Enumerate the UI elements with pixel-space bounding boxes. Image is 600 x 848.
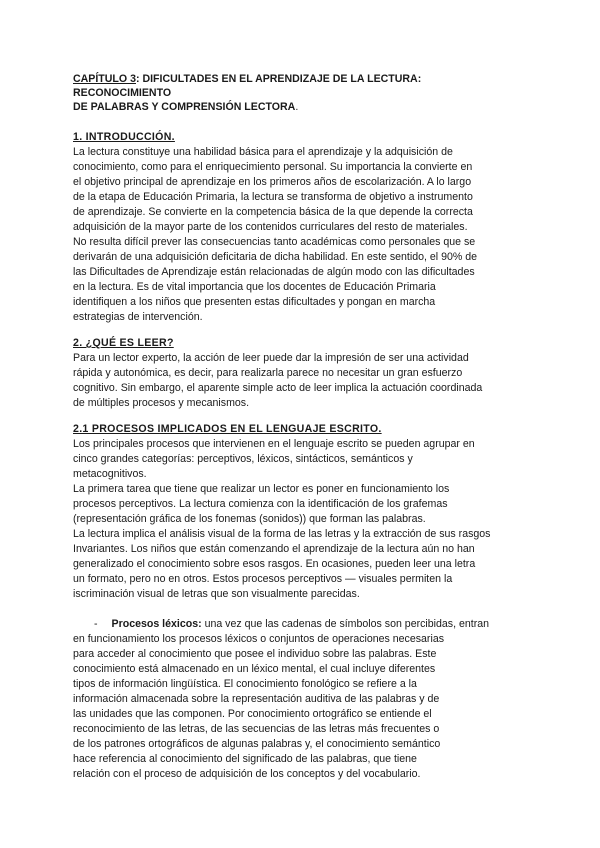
bullet-list-item bbox=[94, 617, 489, 632]
paragraph-line: No resulta difícil prever las consecuencias tanto académicas como personales que se bbox=[73, 236, 476, 248]
paragraph-line: reconocimiento de las letras, de las secuencias de las letras más frecuentes o bbox=[73, 723, 440, 735]
paragraph-line: Los principales procesos que intervienen en el lenguaje escrito se pueden agrupar en bbox=[73, 438, 475, 450]
chapter-label: CAPÍTULO 3 bbox=[73, 73, 136, 85]
paragraph-line: Para un lector experto, la acción de leer puede dar la impresión de ser una actividad bbox=[73, 352, 469, 364]
paragraph-line: La lectura implica el análisis visual de la forma de las letras y la extracción de sus rasgos bbox=[73, 528, 491, 540]
paragraph-line: generalizado el conocimiento sobre esos rasgos. En ocasiones, pueden leer una letra bbox=[73, 558, 476, 570]
paragraph-line: La primera tarea que tiene que realizar un lector es poner en funcionamiento los bbox=[73, 483, 450, 495]
paragraph-line: en la lectura. Es de vital importancia que los docentes de Educación Primaria bbox=[73, 281, 436, 293]
paragraph-line: de aprendizaje. Se convierte en la competencia básica de la que depende la correcta bbox=[73, 206, 473, 218]
bullet-term: Procesos léxicos: bbox=[111, 618, 202, 630]
paragraph-line: metacognitivos. bbox=[73, 468, 147, 480]
section-1-heading: 1. INTRODUCCIÓN. bbox=[73, 131, 175, 143]
paragraph-line: cognitivo. Sin embargo, el aparente simple acto de leer implica la actuación coordinada bbox=[73, 382, 483, 394]
paragraph-line: información almacenada sobre la representación auditiva de las palabras y de bbox=[73, 693, 440, 705]
paragraph-line: un formato, pero no en otros. Estos procesos perceptivos — visuales permiten la bbox=[73, 573, 453, 585]
chapter-title-line-2: RECONOCIMIENTO bbox=[73, 87, 172, 99]
paragraph-line: procesos perceptivos. La lectura comienza con la identificación de los grafemas bbox=[73, 498, 448, 510]
section-2-heading: 2. ¿QUÉ ES LEER? bbox=[73, 337, 174, 349]
section-2-1-heading: 2.1 PROCESOS IMPLICADOS EN EL LENGUAJE ESCRITO. bbox=[73, 423, 382, 435]
paragraph-line: cinco grandes categorías: perceptivos, léxicos, sintácticos, semánticos y bbox=[73, 453, 413, 465]
paragraph-line: conocimiento, como para el enriquecimiento personal. Su importancia la convierte en bbox=[73, 161, 473, 173]
paragraph-line: iscriminación visual de letras que son visualmente parecidas. bbox=[73, 588, 360, 600]
paragraph-line: adquisición de la mayor parte de los contenidos curriculares del resto de materiales. bbox=[73, 221, 468, 233]
paragraph-line: conocimiento está almacenado en un léxico mental, el cual incluye diferentes bbox=[73, 663, 436, 675]
paragraph-line: La lectura constituye una habilidad básica para el aprendizaje y la adquisición de bbox=[73, 146, 453, 158]
paragraph-line: derivarán de una adquisición deficitaria de dicha habilidad. En este sentido, el 90% de bbox=[73, 251, 478, 263]
chapter-title-line-3 bbox=[73, 100, 298, 115]
paragraph-line: de múltiples procesos y mecanismos. bbox=[73, 397, 250, 409]
chapter-title-line-1 bbox=[73, 72, 421, 87]
paragraph-line: (representación gráfica de los fonemas (sonidos)) que forman las palabras. bbox=[73, 513, 426, 525]
bullet-dash: - bbox=[94, 618, 98, 630]
paragraph-line: las unidades que las componen. Por conocimiento ortográfico se entiende el bbox=[73, 708, 432, 720]
paragraph-line: las Dificultades de Aprendizaje están relacionadas de algún modo con las dificultades bbox=[73, 266, 475, 278]
paragraph-line: en funcionamiento los procesos léxicos o conjuntos de operaciones necesarias bbox=[73, 633, 445, 645]
paragraph-line: Invariantes. Los niños que están comenzando el aprendizaje de la lectura aún no han bbox=[73, 543, 475, 555]
paragraph-line: estrategias de intervención. bbox=[73, 311, 203, 323]
chapter-title-rest: : DIFICULTADES EN EL APRENDIZAJE DE LA LECTURA: bbox=[135, 73, 422, 85]
paragraph-line: el objetivo principal de aprendizaje en los primeros años de escolarización. A lo largo bbox=[73, 176, 472, 188]
paragraph-line: hace referencia al conocimiento del significado de las palabras, que tiene bbox=[73, 753, 417, 765]
paragraph-line: tipos de información lingüística. El conocimiento fonológico se refiere a la bbox=[73, 678, 417, 690]
paragraph-line: rápida y autonómica, es decir, para realizarla parece no necesitar un gran esfuerzo bbox=[73, 367, 463, 379]
paragraph-line: de los patrones ortográficos de algunas palabras y, el conocimiento semántico bbox=[73, 738, 441, 750]
paragraph-line: relación con el proceso de adquisición de los conceptos y del vocabulario. bbox=[73, 768, 421, 780]
paragraph-line: identifiquen a los niños que presenten estas dificultades y pongan en marcha bbox=[73, 296, 436, 308]
paragraph-line: para acceder al conocimiento que posee el individuo sobre las palabras. Este bbox=[73, 648, 437, 660]
chapter-title-line-3-text: DE PALABRAS Y COMPRENSIÓN LECTORA bbox=[73, 101, 296, 113]
paragraph-line: de la etapa de Educación Primaria, la lectura se transforma de objetivo a instrumento bbox=[73, 191, 473, 203]
bullet-first-line: una vez que las cadenas de símbolos son percibidas, entran bbox=[201, 618, 490, 630]
chapter-title-period: . bbox=[295, 101, 299, 113]
